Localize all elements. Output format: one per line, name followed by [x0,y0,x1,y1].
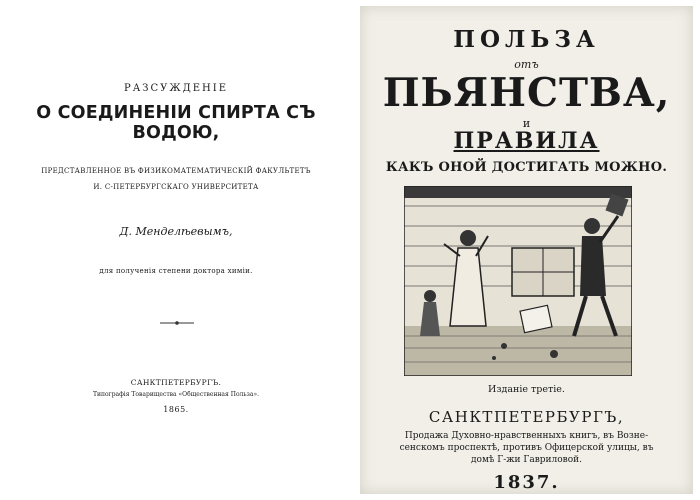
right-imprint-city: САНКТПЕТЕРБУРГЪ, [428,408,625,426]
right-year: 1837. [493,472,560,493]
ornament-divider [160,320,194,326]
right-ot: отъ [514,58,539,71]
right-main-title: ПЬЯНСТВА, [382,70,671,116]
left-year: 1865. [163,405,189,414]
right-sale-line-1: Продажа Духовно-нравственныхъ книгъ, въ Возне- [404,431,649,441]
left-presented-line-2: И. С-ПЕТЕРБУРГСКАГО УНИВЕРСИТЕТА [93,183,259,191]
left-presented-line-1: ПРЕДСТАВЛЕННОЕ ВЪ ФИЗИКОМАТЕМАТИЧЕСКІЙ ФАКУЛЬТЕТЪ [41,167,311,175]
right-rules: ПРАВИЛА [453,128,600,154]
left-imprint-city: САНКТПЕТЕРБУРГЪ. [130,378,222,387]
right-edition: Изданіе третіе. [488,384,565,395]
right-and: и [522,117,531,130]
right-title-page [360,6,693,494]
left-main-title: О СОЕДИНЕНІИ СПИРТА СЪ ВОДОЮ, [36,103,316,143]
left-degree-line: для полученія степени доктора химіи. [99,267,253,275]
left-pretitle: РАЗСУЖДЕНІЕ [123,83,229,94]
left-author: Д. Менделѣевымъ, [119,225,233,238]
right-pretitle: ПОЛЬЗА [453,26,600,53]
left-printer: Типографія Товарищества «Общественная Польза». [92,391,260,398]
right-sale-line-2: сенскомъ проспектѣ, противъ Офицерской улицы, въ [399,443,654,453]
engraving-illustration [404,186,632,376]
right-sale-line-3: домѣ Г-жи Гавриловой. [470,455,583,465]
right-subtitle: КАКЪ ОНОЙ ДОСТИГАТЬ МОЖНО. [385,160,668,175]
